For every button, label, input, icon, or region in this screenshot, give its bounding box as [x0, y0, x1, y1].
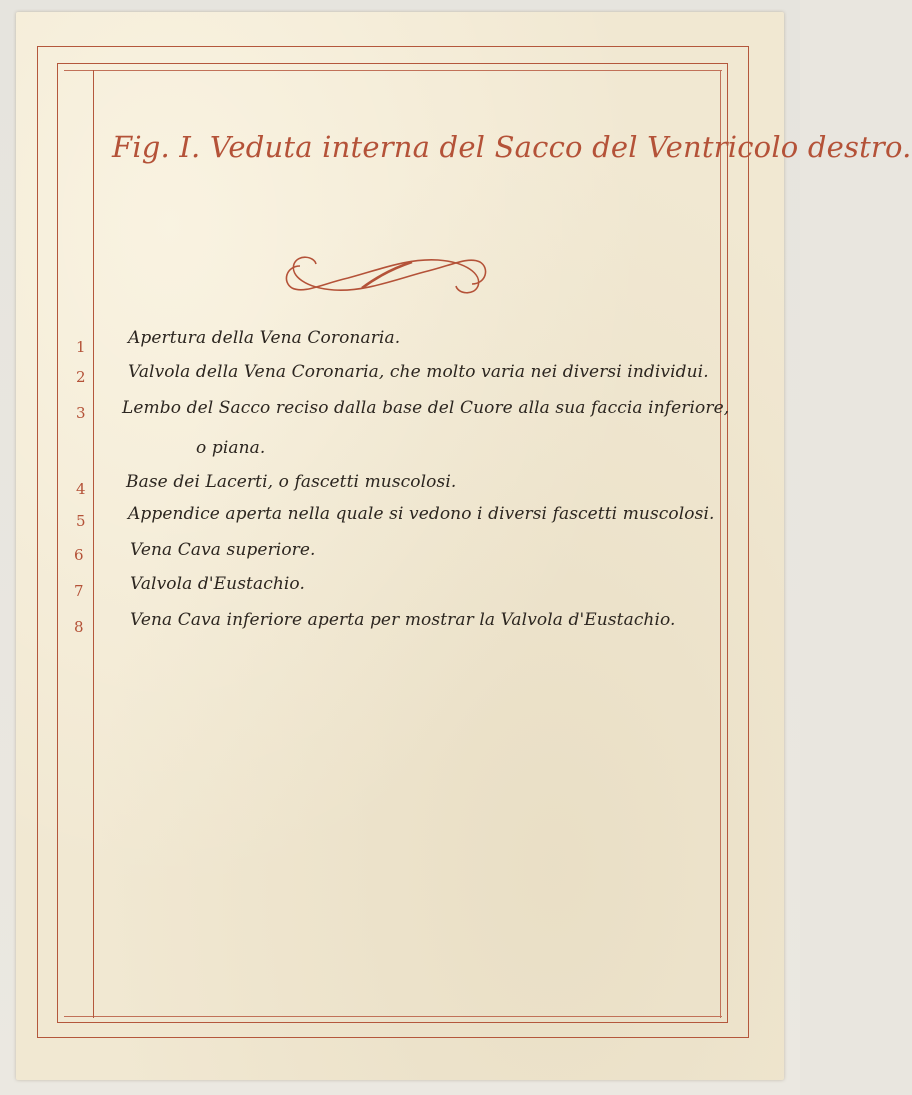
- entry-text: Base dei Lacerti, o fascetti muscolosi.: [126, 472, 457, 492]
- entry-number: 1: [76, 338, 86, 356]
- inner-rule-bottom: [64, 1016, 722, 1017]
- flourish-ornament: [278, 244, 494, 306]
- entry-number: 4: [76, 480, 86, 498]
- entry-continuation: o piana.: [196, 438, 266, 458]
- entry-text: Appendice aperta nella quale si vedono i diversi fascetti muscolosi.: [128, 504, 715, 524]
- entry-number: 5: [76, 512, 86, 530]
- entry-number: 8: [74, 618, 84, 636]
- page-title: Fig. I. Veduta interna del Sacco del Ventricolo destro.: [112, 130, 912, 164]
- entry-text: Apertura della Vena Coronaria.: [128, 328, 401, 348]
- entry-number: 3: [76, 404, 86, 422]
- entry-number: 2: [76, 368, 86, 386]
- entry-text: Vena Cava inferiore aperta per mostrar la Valvola d'Eustachio.: [130, 610, 676, 630]
- entry-text: Lembo del Sacco reciso dalla base del Cuore alla sua faccia inferiore,: [122, 398, 730, 418]
- entry-number: 7: [74, 582, 84, 600]
- margin-rule: [93, 70, 94, 1018]
- entry-text: Valvola della Vena Coronaria, che molto varia nei diversi individui.: [128, 362, 709, 382]
- entry-text: Valvola d'Eustachio.: [130, 574, 305, 594]
- inner-rule-top: [64, 70, 722, 71]
- entry-text: Vena Cava superiore.: [130, 540, 316, 560]
- entry-number: 6: [74, 546, 84, 564]
- inner-rule-right: [720, 70, 721, 1018]
